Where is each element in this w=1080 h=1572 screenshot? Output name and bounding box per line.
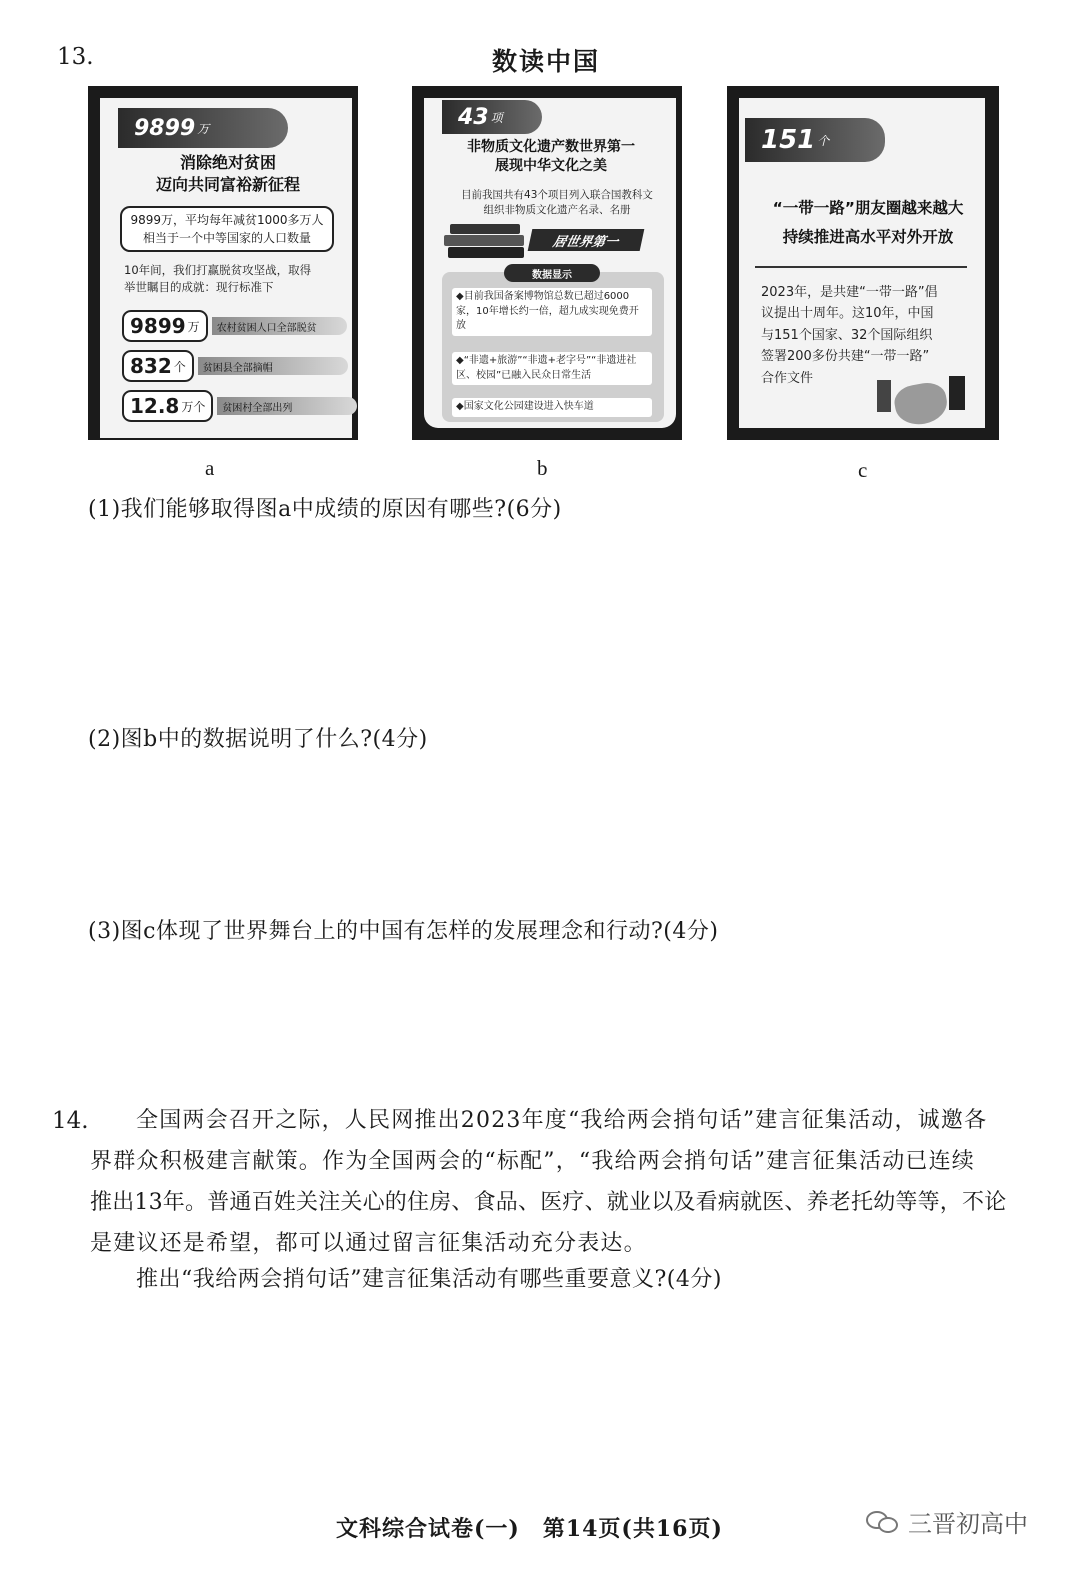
stat-label: 贫困县全部摘帽 [198, 357, 348, 375]
card-c-text-line: 2023年，是共建“一带一路”倡 [761, 285, 938, 300]
wechat-icon [866, 1509, 900, 1535]
section-title: 数读中国 [492, 47, 601, 76]
watermark-text: 三晋初高中 [908, 1510, 1028, 1538]
card-a [88, 86, 358, 440]
card-b-ribbon-unit: 项 [490, 110, 503, 125]
question-13-1: (1)我们能够取得图a中成绩的原因有哪些?(6分) [88, 497, 562, 522]
data-panel [442, 269, 664, 422]
card-b-title [426, 138, 676, 176]
card-c-title-line1: “一带一路”朋友圈越来越大 [772, 199, 964, 217]
card-b-title-line1: 非物质文化遗产数世界第一 [467, 139, 635, 155]
card-b-text-line1: 目前我国共有43个项目列入联合国教科文 [461, 189, 653, 201]
passage-line: 是建议还是希望，都可以通过留言征集活动充分表达。 [90, 1231, 647, 1256]
stat-number: 832 个 [122, 350, 194, 382]
stat-label: 贫困村全部出列 [217, 397, 357, 415]
watermark [866, 1504, 1028, 1539]
card-b-label: b [537, 456, 548, 480]
first-in-world-badge: 居世界第一 [528, 229, 645, 251]
card-a-title-line1: 消除绝对贫困 [179, 153, 276, 172]
page-footer: 文科综合试卷(一) 第14页(共16页) [336, 1516, 723, 1542]
card-a-box-line2: 相当于一个中等国家的人口数量 [142, 231, 311, 245]
card-a-title-line2: 迈向共同富裕新征程 [155, 174, 300, 194]
card-a-box-line1: 9899万，平均每年减贫1000多万人 [130, 213, 324, 227]
divider [755, 266, 967, 268]
card-c-title-line2: 持续推进高水平对外开放 [782, 228, 954, 247]
card-c-ribbon-number: 151 [761, 125, 816, 155]
card-b-title-line2: 展现中华文化之美 [495, 157, 607, 174]
books-illustration [444, 224, 530, 264]
stat-number: 12.8 万个 [122, 390, 213, 422]
card-b-text-line2: 组织非物质文化遗产名录、名册 [483, 204, 631, 217]
card-a-text [124, 262, 344, 295]
card-c-title [745, 194, 991, 253]
passage-line: 全国两会召开之际，人民网推出2023年度“我给两会捎句话”建言征集活动，诚邀各 [136, 1108, 988, 1133]
card-b-ribbon-number: 43 [458, 104, 489, 130]
question-14-prompt: 推出“我给两会捎句话”建言征集活动有哪些重要意义?(4分) [136, 1267, 722, 1292]
data-bullet: ◆目前我国备案博物馆总数已超过6000家，10年增长约一倍，超九成实现免费开放 [452, 288, 652, 336]
card-c-ribbon [745, 118, 885, 162]
card-c [727, 86, 999, 440]
passage-line: 界群众积极建言献策。作为全国两会的“标配”，“我给两会捎句话”建言征集活动已连续 [90, 1149, 975, 1174]
data-panel-header: 数据显示 [504, 264, 600, 282]
card-a-ribbon-unit: 万 [197, 121, 210, 136]
question-number-14: 14. [52, 1108, 89, 1134]
card-c-ribbon-unit: 个 [817, 133, 830, 148]
card-a-summary-box [120, 206, 334, 252]
question-14-passage [90, 1100, 1040, 1264]
card-c-text-line: 合作文件 [761, 370, 814, 386]
stat-number: 9899 万 [122, 310, 208, 342]
card-c-text-line: 与151个国家、32个国际组织 [761, 327, 933, 343]
question-13-2: (2)图b中的数据说明了什么?(4分) [88, 727, 428, 752]
card-b-ribbon [442, 100, 542, 134]
card-b [412, 86, 682, 440]
stat-row [122, 310, 347, 342]
card-b-text [442, 188, 672, 218]
card-a-ribbon [118, 108, 288, 148]
stat-label: 农村贫困人口全部脱贫 [212, 317, 347, 335]
question-number-13: 13. [57, 44, 94, 70]
card-a-ribbon-number: 9899 [134, 115, 196, 141]
data-bullet: ◆“非遗+旅游”“非遗+老字号”“非遗进社区、校园”已融入民众日常生活 [452, 352, 652, 385]
stat-row [122, 350, 348, 382]
card-c-text-line: 议提出十周年。这10年，中国 [761, 306, 934, 322]
card-c-text-line: 签署200多份共建“一带一路” [761, 349, 930, 365]
question-13-3: (3)图c体现了世界舞台上的中国有怎样的发展理念和行动?(4分) [88, 919, 719, 944]
card-a-title [108, 152, 348, 195]
data-bullet: ◆国家文化公园建设进入快车道 [452, 398, 652, 417]
stat-row [122, 390, 357, 422]
card-a-label: a [205, 456, 215, 480]
card-a-text-line2: 举世瞩目的成就：现行标准下 [124, 279, 274, 294]
handshake-illustration [877, 374, 973, 430]
passage-line: 推出13年。普通百姓关注关心的住房、食品、医疗、就业以及看病就医、养老托幼等等，不论 [90, 1190, 1007, 1215]
card-c-label: c [858, 458, 868, 482]
card-a-text-line1: 10年间，我们打赢脱贫攻坚战，取得 [124, 263, 312, 277]
